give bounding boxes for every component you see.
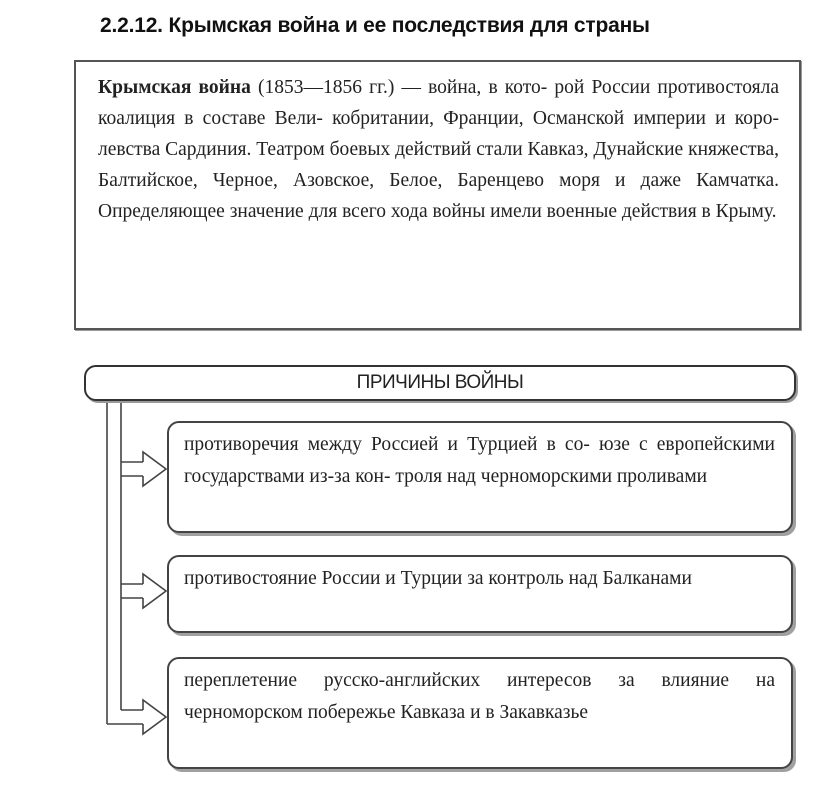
connector-arrow-3 <box>143 700 166 734</box>
cause-box-1: противоречия между Россией и Турцией в со- юзе с европейскими государствами из-за кон- троля над черноморскими проливами <box>167 421 793 533</box>
connector-trunk <box>107 401 121 724</box>
connector-branch-1 <box>121 462 143 476</box>
section-title: 2.2.12. Крымская война и ее последствия для страны <box>100 14 650 37</box>
connector-arrow-1 <box>143 452 166 486</box>
causes-header: ПРИЧИНЫ ВОЙНЫ <box>84 365 796 401</box>
connector-branch-3 <box>107 710 143 724</box>
cause-box-2: противостояние России и Турции за контроль над Балканами <box>167 555 793 633</box>
definition-text: (1853—1856 гг.) — война, в кото- рой России противостояла коалиция в составе Вели- кобритании, Франции, Османской империи и коро- левства Сардиния. Театром боевых действий стали Кавказ, Дунайские княжества, Балтийское, Черное, Азовское, Белое, Баренцево моря и даже Камчатка. Определяющее значение для всего хода войны имели военные действия в Крыму. <box>98 77 779 222</box>
definition-term: Крымская война <box>98 77 251 98</box>
connector-branch-2 <box>121 584 143 598</box>
connector-arrow-2 <box>143 574 166 608</box>
cause-box-3: переплетение русско-английских интересов за влияние на черноморском побережье Кавказа и в Закавказье <box>167 657 793 769</box>
